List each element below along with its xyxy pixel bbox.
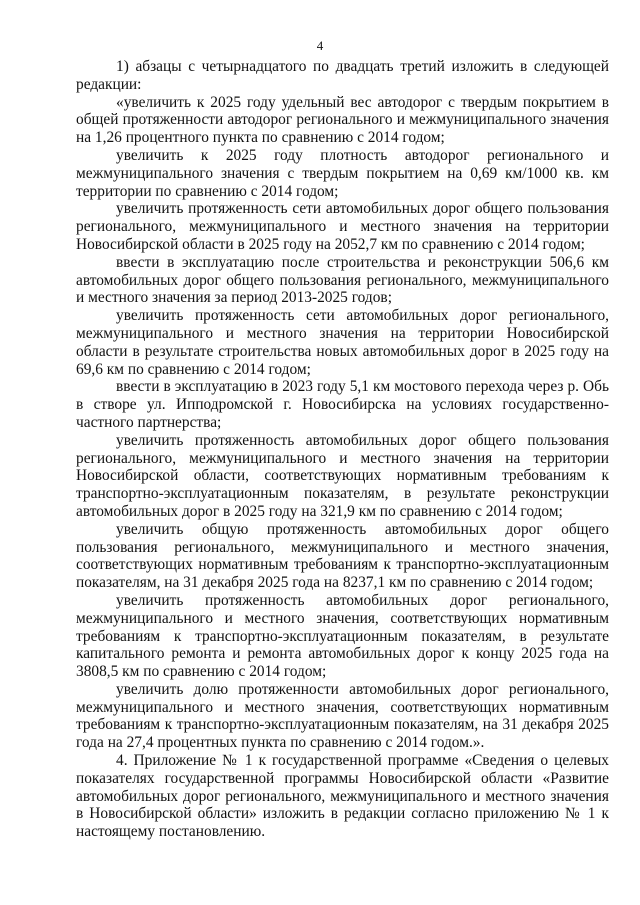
page-number: 4 [316, 38, 324, 53]
document-body [76, 58, 609, 841]
paragraph: увеличить протяженность сети автомобильных дорог регионального, межмуниципального и местного значения на территории Новосибирской области в результате строительства новых автомобильных дорог в 2025 году на 69,6 км по сравнению с 2014 годом; [76, 307, 609, 378]
paragraph: ввести в эксплуатацию в 2023 году 5,1 км мостового перехода через р. Обь в створе ул. Ипподромской г. Новосибирска на условиях государственно-частного партнерства; [76, 378, 609, 431]
paragraph: ввести в эксплуатацию после строительства и реконструкции 506,6 км автомобильных дорог общего пользования регионального, межмуниципального и местного значения за период 2013-2025 годов; [76, 253, 609, 307]
paragraph: «увеличить к 2025 году удельный вес автодорог с твердым покрытием в общей протяженности автодорог регионального и межмуниципального значения на 1,26 процентного пункта по сравнению с 2014 годом; [76, 93, 609, 147]
paragraph: 1) абзацы с четырнадцатого по двадцать третий изложить в следующей редакции: [76, 58, 609, 93]
paragraph: 4. Приложение № 1 к государственной программе «Сведения о целевых показателях государственной программы Новосибирской области «Развитие автомобильных дорог регионального, межмуниципального и местного значения в Новосибирской области» изложить в редакции согласно приложению № 1 к настоящему постановлению. [76, 752, 609, 841]
paragraph: увеличить протяженность сети автомобильных дорог общего пользования регионального, межмуниципального и местного значения на территории Новосибирской области в 2025 году на 2052,7 км по сравнению с 2014 годом; [76, 200, 609, 253]
paragraph: увеличить к 2025 году плотность автодорог регионального и межмуниципального значения с твердым покрытием на 0,69 км/1000 кв. км территории по сравнению с 2014 годом; [76, 146, 609, 200]
paragraph: увеличить долю протяженности автомобильных дорог регионального, межмуниципального и местного значения, соответствующих нормативным требованиям к транспортно-эксплуатационным показателям, на 31 декабря 2025 года на 27,4 процентных пункта по сравнению с 2014 годом.». [76, 680, 609, 752]
paragraph: увеличить общую протяженность автомобильных дорог общего пользования регионального, межмуниципального и местного значения, соответствующих нормативным требованиям к транспортно-эксплуатационным показателям, на 31 декабря 2025 года на 8237,1 км по сравнению с 2014 годом; [76, 520, 609, 592]
paragraph: увеличить протяженность автомобильных дорог регионального, межмуниципального и местного значения, соответствующих нормативным требованиям к транспортно-эксплуатационным показателям, в результате капитального ремонта и ремонта автомобильных дорог к концу 2025 года на 3808,5 км по сравнению с 2014 годом; [76, 591, 609, 681]
paragraph: увеличить протяженность автомобильных дорог общего пользования регионального, межмуниципального и местного значения на территории Новосибирской области, соответствующих нормативным требованиям к транспортно-эксплуатационным показателям, в результате реконструкции автомобильных дорог в 2025 году на 321,9 км по сравнению с 2014 годом; [76, 431, 609, 520]
